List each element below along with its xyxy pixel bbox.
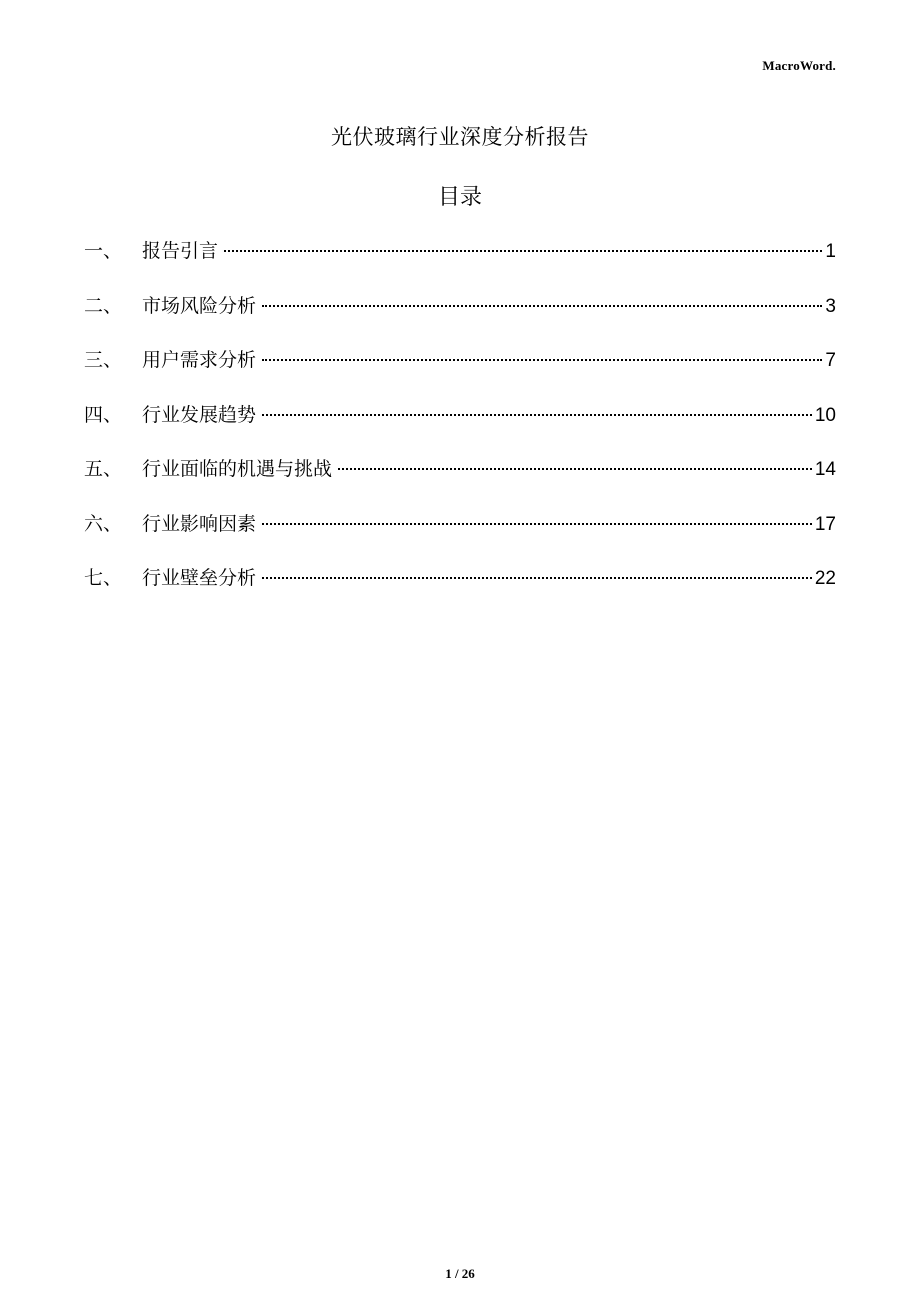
document-title: 光伏玻璃行业深度分析报告	[331, 125, 589, 149]
toc-entry-page[interactable]: 10	[814, 404, 836, 426]
toc-dot-leader	[338, 468, 812, 470]
toc-entry-number: 四、	[84, 403, 123, 426]
toc-entry-label[interactable]: 市场风险分析	[142, 294, 257, 317]
table-of-contents	[84, 234, 836, 616]
toc-entry[interactable]	[84, 507, 836, 562]
toc-entry[interactable]	[84, 398, 836, 453]
toc-dot-leader	[262, 577, 812, 579]
toc-entry-label[interactable]: 用户需求分析	[142, 349, 257, 371]
toc-entry-number: 一、	[84, 240, 123, 262]
toc-entry-number: 六、	[84, 512, 123, 535]
toc-dot-leader	[224, 250, 822, 252]
toc-entry[interactable]	[84, 561, 836, 616]
toc-entry-label[interactable]: 报告引言	[142, 240, 219, 262]
toc-entry-number: 三、	[84, 349, 123, 371]
toc-entry[interactable]	[84, 452, 836, 507]
toc-entry[interactable]	[84, 343, 836, 398]
toc-dot-leader	[262, 359, 822, 361]
toc-entry-page[interactable]: 1	[825, 241, 836, 262]
toc-entry[interactable]	[84, 289, 836, 344]
toc-entry-label[interactable]: 行业发展趋势	[142, 403, 257, 426]
toc-dot-leader	[262, 305, 822, 307]
toc-entry-label[interactable]: 行业影响因素	[142, 512, 257, 535]
toc-entry-page[interactable]: 22	[814, 568, 836, 589]
toc-dot-leader	[262, 523, 812, 525]
toc-entry-label[interactable]: 行业面临的机遇与挑战	[142, 458, 333, 480]
toc-entry-page[interactable]: 3	[825, 295, 836, 317]
toc-entry-label[interactable]: 行业壁垒分析	[142, 567, 257, 589]
toc-entry-page[interactable]: 7	[825, 350, 836, 371]
toc-entry-number: 二、	[84, 294, 123, 317]
page-number-footer: 1 / 26	[445, 1266, 475, 1281]
toc-entry-page[interactable]: 17	[814, 513, 836, 535]
toc-dot-leader	[262, 414, 812, 416]
toc-entry[interactable]	[84, 234, 836, 289]
toc-entry-number: 七、	[84, 567, 123, 589]
toc-entry-page[interactable]: 14	[814, 459, 836, 480]
header-brand: MacroWord.	[762, 58, 836, 73]
toc-entry-number: 五、	[84, 458, 123, 480]
toc-heading: 目录	[437, 185, 482, 210]
